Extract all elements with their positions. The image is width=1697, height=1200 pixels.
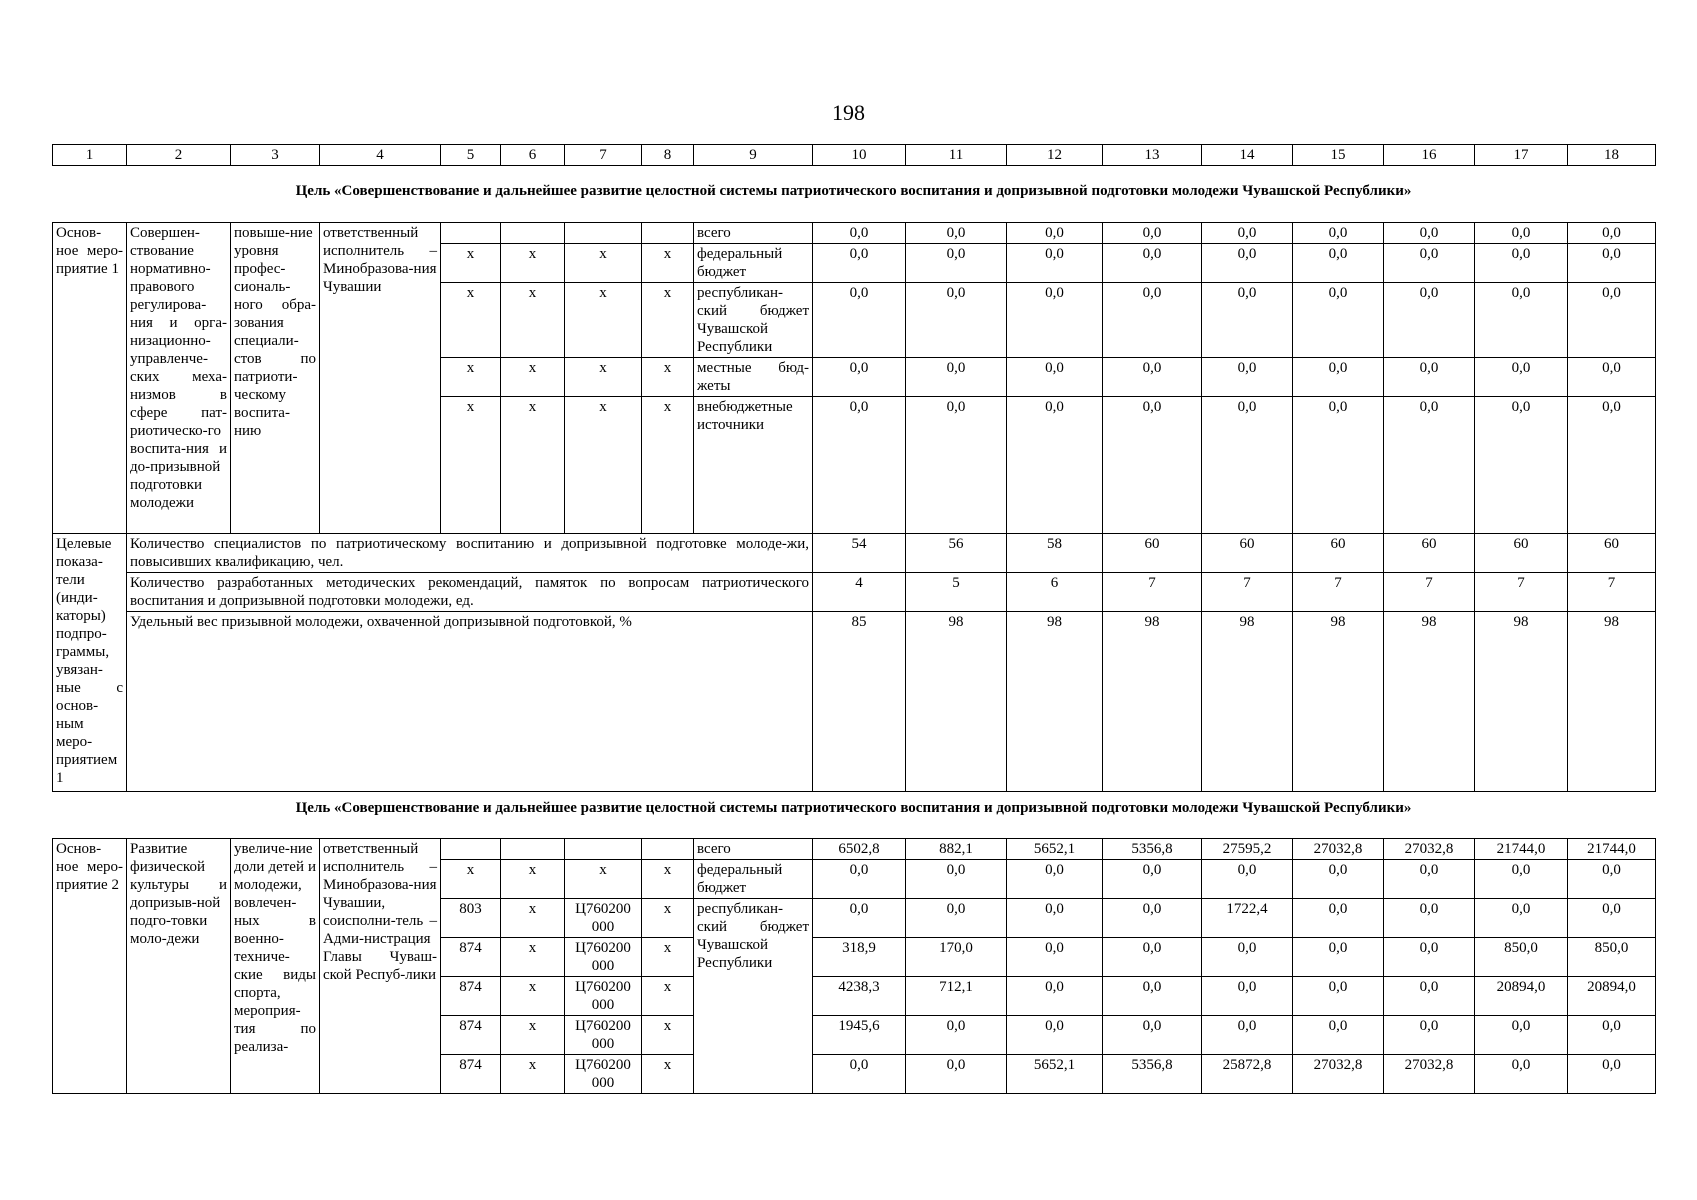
goal-heading-2: Цель «Совершенствование и дальнейшее развитие целостной системы патриотического воспитания и допризывной подготовки молодежи Чувашской Республики»	[295, 800, 1412, 816]
indicator-value: 98	[906, 612, 1007, 792]
event-1-table	[52, 222, 1656, 792]
amount-cell: 170,0	[906, 938, 1007, 977]
column-number-7: 7	[565, 145, 642, 166]
column-number-16: 16	[1384, 145, 1475, 166]
column-number-header	[52, 144, 1656, 166]
amount-cell: 27595,2	[1202, 839, 1293, 860]
event-2-row	[53, 839, 1656, 860]
amount-cell: 0,0	[1384, 977, 1475, 1016]
indicator-value: 7	[1103, 573, 1202, 612]
code-cell: Ц760200 000	[565, 1016, 642, 1055]
indicator-row	[53, 612, 1656, 792]
amount-cell: 0,0	[1475, 899, 1568, 938]
amount-cell: 0,0	[1475, 1055, 1568, 1094]
code-cell: 803	[441, 899, 501, 938]
event-1-name: Основ-ное меро-приятие 1	[53, 223, 127, 534]
code-cell: 874	[441, 1016, 501, 1055]
amount-cell: 21744,0	[1568, 839, 1656, 860]
amount-cell: 0,0	[1384, 223, 1475, 244]
indicators-label: Целевые показа-тели (инди-каторы) подпро-граммы, увязан-ные с основ-ным меро-приятием 1	[53, 534, 127, 792]
funding-source: федеральный бюджет	[694, 860, 813, 899]
code-cell	[501, 223, 565, 244]
amount-cell: 0,0	[1475, 358, 1568, 397]
code-cell: х	[501, 1055, 565, 1094]
code-cell: х	[642, 283, 694, 358]
code-cell: х	[501, 358, 565, 397]
amount-cell: 0,0	[906, 1055, 1007, 1094]
code-cell: Ц760200 000	[565, 977, 642, 1016]
amount-cell: 712,1	[906, 977, 1007, 1016]
amount-cell: 0,0	[1384, 938, 1475, 977]
amount-cell: 0,0	[1293, 283, 1384, 358]
amount-cell: 0,0	[1202, 860, 1293, 899]
code-cell: Ц760200 000	[565, 1055, 642, 1094]
code-cell: х	[642, 397, 694, 534]
amount-cell: 882,1	[906, 839, 1007, 860]
indicator-value: 85	[813, 612, 906, 792]
amount-cell: 0,0	[906, 244, 1007, 283]
column-number-5: 5	[441, 145, 501, 166]
code-cell: 874	[441, 1055, 501, 1094]
page-number: 198	[832, 100, 865, 125]
amount-cell: 0,0	[1568, 283, 1656, 358]
column-number-10: 10	[813, 145, 906, 166]
indicator-value: 60	[1568, 534, 1656, 573]
amount-cell: 6502,8	[813, 839, 906, 860]
amount-cell: 1722,4	[1202, 899, 1293, 938]
amount-cell: 850,0	[1568, 938, 1656, 977]
code-cell: х	[642, 938, 694, 977]
column-number-14: 14	[1202, 145, 1293, 166]
amount-cell: 0,0	[1568, 244, 1656, 283]
amount-cell: 0,0	[1384, 283, 1475, 358]
code-cell	[501, 839, 565, 860]
amount-cell: 0,0	[906, 223, 1007, 244]
code-cell: х	[642, 1016, 694, 1055]
code-cell: х	[642, 899, 694, 938]
amount-cell: 0,0	[1293, 899, 1384, 938]
indicator-value: 7	[1384, 573, 1475, 612]
event-1-goal: повыше-ние уровня профес-сиональ-ного обра-зования специали-стов по патриоти-ческому воспита-нию	[231, 223, 320, 534]
code-cell: х	[642, 860, 694, 899]
indicator-value: 4	[813, 573, 906, 612]
amount-cell: 5356,8	[1103, 839, 1202, 860]
amount-cell: 0,0	[813, 1055, 906, 1094]
indicator-value: 98	[1103, 612, 1202, 792]
code-cell	[642, 839, 694, 860]
indicator-value: 54	[813, 534, 906, 573]
code-cell	[565, 839, 642, 860]
amount-cell: 0,0	[1103, 1016, 1202, 1055]
amount-cell: 0,0	[1103, 977, 1202, 1016]
code-cell: х	[642, 977, 694, 1016]
amount-cell: 0,0	[1007, 1016, 1103, 1055]
column-number-15: 15	[1293, 145, 1384, 166]
amount-cell: 0,0	[1202, 244, 1293, 283]
amount-cell: 0,0	[1202, 283, 1293, 358]
amount-cell: 0,0	[1103, 283, 1202, 358]
code-cell: х	[565, 860, 642, 899]
amount-cell: 0,0	[1007, 899, 1103, 938]
code-cell: х	[642, 358, 694, 397]
amount-cell: 0,0	[1475, 223, 1568, 244]
amount-cell: 0,0	[1007, 244, 1103, 283]
indicator-value: 60	[1384, 534, 1475, 573]
indicator-value: 98	[1202, 612, 1293, 792]
code-cell: х	[642, 1055, 694, 1094]
code-cell: х	[501, 938, 565, 977]
amount-cell: 0,0	[1475, 283, 1568, 358]
header-row	[53, 145, 1656, 166]
amount-cell: 0,0	[1007, 223, 1103, 244]
code-cell: х	[501, 860, 565, 899]
amount-cell: 0,0	[1293, 397, 1384, 534]
funding-source: республикан-ский бюджет Чувашской Республики	[694, 899, 813, 1094]
amount-cell: 27032,8	[1384, 1055, 1475, 1094]
amount-cell: 0,0	[1103, 938, 1202, 977]
amount-cell: 0,0	[1475, 860, 1568, 899]
amount-cell: 0,0	[1103, 860, 1202, 899]
funding-source: всего	[694, 223, 813, 244]
amount-cell: 0,0	[1384, 1016, 1475, 1055]
code-cell: х	[501, 977, 565, 1016]
amount-cell: 4238,3	[813, 977, 906, 1016]
indicator-value: 5	[906, 573, 1007, 612]
indicator-value: 6	[1007, 573, 1103, 612]
amount-cell: 0,0	[1103, 244, 1202, 283]
event-2-name: Основ-ное меро-приятие 2	[53, 839, 127, 1094]
indicator-value: 7	[1475, 573, 1568, 612]
code-cell: х	[441, 860, 501, 899]
code-cell: х	[441, 283, 501, 358]
column-number-9: 9	[694, 145, 813, 166]
indicator-value: 98	[1293, 612, 1384, 792]
amount-cell: 0,0	[1475, 244, 1568, 283]
amount-cell: 0,0	[1568, 1016, 1656, 1055]
code-cell: х	[501, 397, 565, 534]
amount-cell: 0,0	[1384, 244, 1475, 283]
amount-cell: 0,0	[1293, 1016, 1384, 1055]
amount-cell: 0,0	[906, 397, 1007, 534]
amount-cell: 0,0	[1202, 1016, 1293, 1055]
code-cell: х	[565, 397, 642, 534]
indicator-value: 60	[1293, 534, 1384, 573]
amount-cell: 0,0	[906, 860, 1007, 899]
amount-cell: 0,0	[1293, 860, 1384, 899]
amount-cell: 0,0	[813, 860, 906, 899]
amount-cell: 0,0	[813, 223, 906, 244]
amount-cell: 0,0	[813, 358, 906, 397]
code-cell: х	[565, 244, 642, 283]
code-cell: х	[565, 283, 642, 358]
amount-cell: 318,9	[813, 938, 906, 977]
amount-cell: 0,0	[906, 283, 1007, 358]
amount-cell: 0,0	[1007, 938, 1103, 977]
amount-cell: 0,0	[1384, 860, 1475, 899]
event-2-executor: ответственный исполнитель – Минобразова-ния Чувашии, соисполни-тель – Адми-нистрация Главы Чуваш-ской Респуб-лики	[320, 839, 441, 1094]
amount-cell: 5652,1	[1007, 839, 1103, 860]
amount-cell: 1945,6	[813, 1016, 906, 1055]
amount-cell: 0,0	[1384, 899, 1475, 938]
amount-cell: 0,0	[1568, 397, 1656, 534]
amount-cell: 0,0	[813, 397, 906, 534]
indicator-text: Удельный вес призывной молодежи, охваченной допризывной подготовкой, %	[127, 612, 813, 792]
amount-cell: 21744,0	[1475, 839, 1568, 860]
amount-cell: 0,0	[906, 1016, 1007, 1055]
goal-heading-1: Цель «Совершенствование и дальнейшее развитие целостной системы патриотического воспитания и допризывной подготовки молодежи Чувашской Республики»	[295, 183, 1412, 199]
amount-cell: 0,0	[1202, 938, 1293, 977]
amount-cell: 0,0	[1293, 223, 1384, 244]
amount-cell: 20894,0	[1568, 977, 1656, 1016]
amount-cell: 0,0	[1475, 397, 1568, 534]
indicator-value: 7	[1202, 573, 1293, 612]
column-number-4: 4	[320, 145, 441, 166]
event-1-executor: ответственный исполнитель – Минобразова-ния Чувашии	[320, 223, 441, 534]
amount-cell: 27032,8	[1293, 1055, 1384, 1094]
code-cell	[441, 223, 501, 244]
indicator-value: 60	[1202, 534, 1293, 573]
code-cell: х	[501, 899, 565, 938]
amount-cell: 0,0	[906, 899, 1007, 938]
indicator-value: 98	[1568, 612, 1656, 792]
amount-cell: 0,0	[1202, 223, 1293, 244]
amount-cell: 0,0	[813, 244, 906, 283]
indicator-row	[53, 534, 1656, 573]
amount-cell: 0,0	[1103, 358, 1202, 397]
amount-cell: 0,0	[1475, 1016, 1568, 1055]
amount-cell: 0,0	[813, 899, 906, 938]
column-number-13: 13	[1103, 145, 1202, 166]
amount-cell: 20894,0	[1475, 977, 1568, 1016]
indicator-value: 98	[1007, 612, 1103, 792]
amount-cell: 27032,8	[1293, 839, 1384, 860]
amount-cell: 5652,1	[1007, 1055, 1103, 1094]
indicator-value: 56	[906, 534, 1007, 573]
amount-cell: 5356,8	[1103, 1055, 1202, 1094]
event-2-table	[52, 838, 1656, 1094]
amount-cell: 0,0	[1103, 397, 1202, 534]
amount-cell: 0,0	[1202, 358, 1293, 397]
event-1-row	[53, 223, 1656, 244]
column-number-3: 3	[231, 145, 320, 166]
column-number-17: 17	[1475, 145, 1568, 166]
amount-cell: 0,0	[1202, 977, 1293, 1016]
code-cell: х	[441, 358, 501, 397]
amount-cell: 0,0	[1384, 358, 1475, 397]
funding-source: всего	[694, 839, 813, 860]
code-cell: х	[501, 244, 565, 283]
indicator-value: 58	[1007, 534, 1103, 573]
column-number-6: 6	[501, 145, 565, 166]
code-cell: х	[501, 283, 565, 358]
funding-source: местные бюд-жеты	[694, 358, 813, 397]
amount-cell: 0,0	[1568, 1055, 1656, 1094]
column-number-12: 12	[1007, 145, 1103, 166]
indicator-text: Количество специалистов по патриотическому воспитанию и допризывной подготовке молоде-жи, повысивших квалификацию, чел.	[127, 534, 813, 573]
code-cell: Ц760200 000	[565, 938, 642, 977]
amount-cell: 0,0	[1202, 397, 1293, 534]
amount-cell: 0,0	[1007, 283, 1103, 358]
indicator-value: 98	[1384, 612, 1475, 792]
code-cell: х	[441, 397, 501, 534]
amount-cell: 0,0	[1007, 977, 1103, 1016]
amount-cell: 0,0	[1568, 358, 1656, 397]
amount-cell: 0,0	[1293, 938, 1384, 977]
amount-cell: 0,0	[1568, 223, 1656, 244]
funding-source: федеральный бюджет	[694, 244, 813, 283]
code-cell	[642, 223, 694, 244]
amount-cell: 0,0	[1007, 358, 1103, 397]
event-2-goal: увеличе-ние доли детей и молодежи, вовлечен-ных в военно-техниче-ские виды спорта, мероприя-тия по реализа-	[231, 839, 320, 1094]
code-cell: х	[565, 358, 642, 397]
event-2-title: Развитие физической культуры и допризыв-ной подго-товки моло-дежи	[127, 839, 231, 1094]
amount-cell: 0,0	[1007, 397, 1103, 534]
amount-cell: 27032,8	[1384, 839, 1475, 860]
amount-cell: 0,0	[1568, 899, 1656, 938]
indicator-text: Количество разработанных методических рекомендаций, памяток по вопросам патриотического воспитания и допризывной подготовки молодежи, ед.	[127, 573, 813, 612]
amount-cell: 850,0	[1475, 938, 1568, 977]
amount-cell: 0,0	[1293, 358, 1384, 397]
code-cell: х	[642, 244, 694, 283]
column-number-8: 8	[642, 145, 694, 166]
code-cell: Ц760200 000	[565, 899, 642, 938]
column-number-18: 18	[1568, 145, 1656, 166]
code-cell	[441, 839, 501, 860]
amount-cell: 0,0	[1384, 397, 1475, 534]
amount-cell: 0,0	[813, 283, 906, 358]
amount-cell: 0,0	[1293, 977, 1384, 1016]
indicator-value: 98	[1475, 612, 1568, 792]
code-cell: х	[441, 244, 501, 283]
amount-cell: 0,0	[1568, 860, 1656, 899]
amount-cell: 0,0	[1103, 899, 1202, 938]
funding-source: внебюджетные источники	[694, 397, 813, 534]
indicator-value: 60	[1103, 534, 1202, 573]
amount-cell: 25872,8	[1202, 1055, 1293, 1094]
indicator-row	[53, 573, 1656, 612]
amount-cell: 0,0	[906, 358, 1007, 397]
column-number-11: 11	[906, 145, 1007, 166]
code-cell: 874	[441, 977, 501, 1016]
code-cell: х	[501, 1016, 565, 1055]
code-cell: 874	[441, 938, 501, 977]
amount-cell: 0,0	[1293, 244, 1384, 283]
indicator-value: 7	[1568, 573, 1656, 612]
indicator-value: 60	[1475, 534, 1568, 573]
event-1-title: Совершен-ствование нормативно-правового регулирова-ния и орга-низационно-управленче-ских меха-низмов в сфере пат-риотическо-го воспита-ния и до-призывной подготовки молодежи	[127, 223, 231, 534]
column-number-1: 1	[53, 145, 127, 166]
amount-cell: 0,0	[1007, 860, 1103, 899]
amount-cell: 0,0	[1103, 223, 1202, 244]
indicator-value: 7	[1293, 573, 1384, 612]
column-number-2: 2	[127, 145, 231, 166]
funding-source: республикан-ский бюджет Чувашской Республики	[694, 283, 813, 358]
code-cell	[565, 223, 642, 244]
